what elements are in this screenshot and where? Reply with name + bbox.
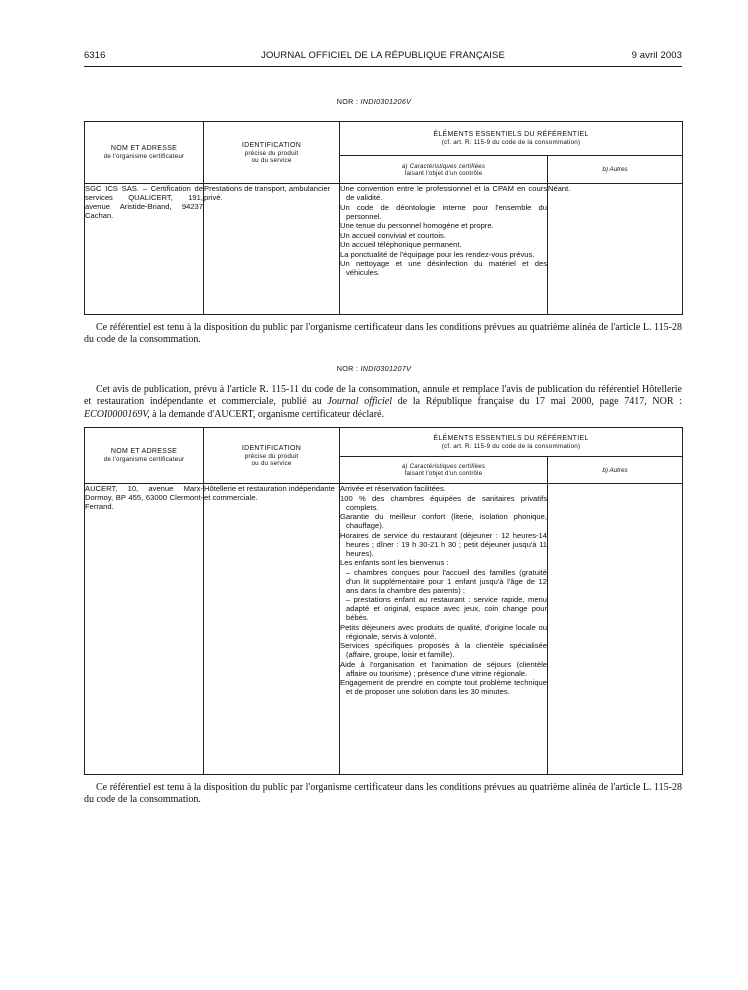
elements-list-1 — [340, 184, 547, 277]
list-item: Garantie du meilleur confort (literie, isolation phonique, chauffage). — [340, 512, 547, 530]
list-item: Une tenue du personnel homogène et propre. — [340, 221, 494, 230]
identification-cell: Hôtellerie et restauration indépendante et commerciale. — [204, 484, 340, 775]
list-item: Un code de déontologie interne pour l'ensemble du personnel. — [340, 202, 547, 221]
list-item: La ponctualité de l'équipage pour les rendez-vous prévus. — [340, 249, 535, 259]
list-item: Les enfants sont les bienvenus : — [340, 558, 449, 567]
autres-cell: Néant. — [548, 184, 683, 315]
referentiel-table-2 — [84, 427, 683, 775]
list-item: Un nettoyage et une désinfection du matériel et des véhicules. — [340, 259, 547, 277]
page-header — [84, 50, 682, 66]
header-identification: IDENTIFICATION précise du produit ou du service — [204, 428, 340, 484]
identification-cell: Prestations de transport, ambulancier privé. — [204, 184, 340, 315]
list-item: Un accueil convivial et courtois. — [340, 230, 446, 240]
intro-paragraph: Cet avis de publication, prévu à l'article R. 115-11 du code de la consommation, annule et remplace l'avis de publication du référentiel Hôtellerie et restauration indépendante et commerciale, publié au Journal officiel de la République française du 17 mai 2000, page 7417, NOR : ECOI0000169V, à la demande d'AUCERT, organisme certificateur déclaré. — [84, 384, 683, 420]
list-item: Petits déjeuners avec produits de qualité, d'origine locale ou régionale, servis à volonté. — [340, 622, 547, 641]
autres-cell — [548, 484, 683, 775]
nor-code-1: INDI0301206V — [360, 97, 412, 106]
header-col-b: b) Autres — [548, 457, 683, 484]
list-item: 100 % des chambres équipées de sanitaires privatifs complets. — [340, 493, 547, 512]
header-rule — [84, 66, 682, 67]
list-item: Services spécifiques proposés à la clientèle spécialisée (affaire, groupe, loisir et famille). — [340, 641, 547, 659]
header-elements: ÉLÉMENTS ESSENTIELS DU RÉFÉRENTIEL (cf. art. R. 115-9 du code de la consommation) — [340, 122, 683, 156]
header-org: NOM ET ADRESSE de l'organisme certificateur — [85, 122, 204, 184]
nor-code-2: INDI0301207V — [360, 364, 412, 373]
list-item: Arrivée et réservation facilitées. — [340, 484, 446, 493]
list-item: Un accueil téléphonique permanent. — [340, 240, 462, 249]
header-col-a: a) Caractéristiques certifiées faisant l'objet d'un contrôle — [340, 156, 548, 184]
header-identification: IDENTIFICATION précise du produit ou du service — [204, 122, 340, 184]
list-item: Une convention entre le professionnel et la CPAM en cours de validité. — [340, 184, 547, 202]
header-col-a: a) Caractéristiques certifiées faisant l'objet d'un contrôle — [340, 457, 548, 484]
list-item: – prestations enfant au restaurant : service rapide, menu adapté et original, espace avec jeux, coin change pour bébés. — [346, 595, 547, 622]
elements-cell — [340, 484, 548, 775]
journal-title: JOURNAL OFFICIEL DE LA RÉPUBLIQUE FRANÇAISE — [261, 50, 505, 61]
organisme-cell: AUCERT, 10, avenue Marx-Dormoy, BP 455, 63000 Clermont-Ferrand. — [85, 484, 204, 775]
header-col-b: b) Autres — [548, 156, 683, 184]
nor-reference-2: NOR : INDI0301207V — [336, 364, 412, 373]
list-item: Engagement de prendre en compte tout problème technique et de proposer une solution dans les 30 minutes. — [340, 678, 547, 696]
header-org: NOM ET ADRESSE de l'organisme certificateur — [85, 428, 204, 484]
referentiel-table-1 — [84, 121, 683, 315]
organisme-cell: SGC ICS SAS. – Certification de services QUALICERT, 191, avenue Aristide-Briand, 94237 Cachan. — [85, 184, 204, 315]
journal-officiel-ref: Journal officiel — [327, 396, 392, 408]
elements-cell — [340, 184, 548, 315]
nor-old-code: ECOI0000169V, — [84, 408, 150, 420]
elements-list-2 — [340, 484, 547, 696]
footer-note-2: Ce référentiel est tenu à la disposition du public par l'organisme certificateur dans les conditions prévues au quatrième alinéa de l'article L. 115-28 du code de la consommation. — [84, 782, 682, 806]
header-elements: ÉLÉMENTS ESSENTIELS DU RÉFÉRENTIEL (cf. art. R. 115-9 du code de la consommation) — [340, 428, 683, 457]
footer-note-1: Ce référentiel est tenu à la disposition du public par l'organisme certificateur dans les conditions prévues au quatrième alinéa de l'article L. 115-28 du code de la consommation. — [84, 322, 682, 346]
nor-reference-1: NOR : INDI0301206V — [336, 97, 412, 106]
list-item: Aide à l'organisation et l'animation de séjours (clientèle affaire ou tourisme) ; présence d'une vitrine régionale. — [340, 659, 547, 678]
list-item: Horaires de service du restaurant (déjeuner : 12 heures-14 heures ; dîner : 19 h 30-21 h 30 ; petit déjeuner jusqu'à 11 heures). — [340, 530, 547, 558]
issue-date: 9 avril 2003 — [631, 50, 682, 61]
page-number: 6316 — [84, 50, 106, 61]
list-item: – chambres conçues pour l'accueil des familles (gratuité d'un lit supplémentaire pour 1 enfant jusqu'à l'âge de 12 ans dans la chambre des parents) ; — [346, 567, 547, 595]
